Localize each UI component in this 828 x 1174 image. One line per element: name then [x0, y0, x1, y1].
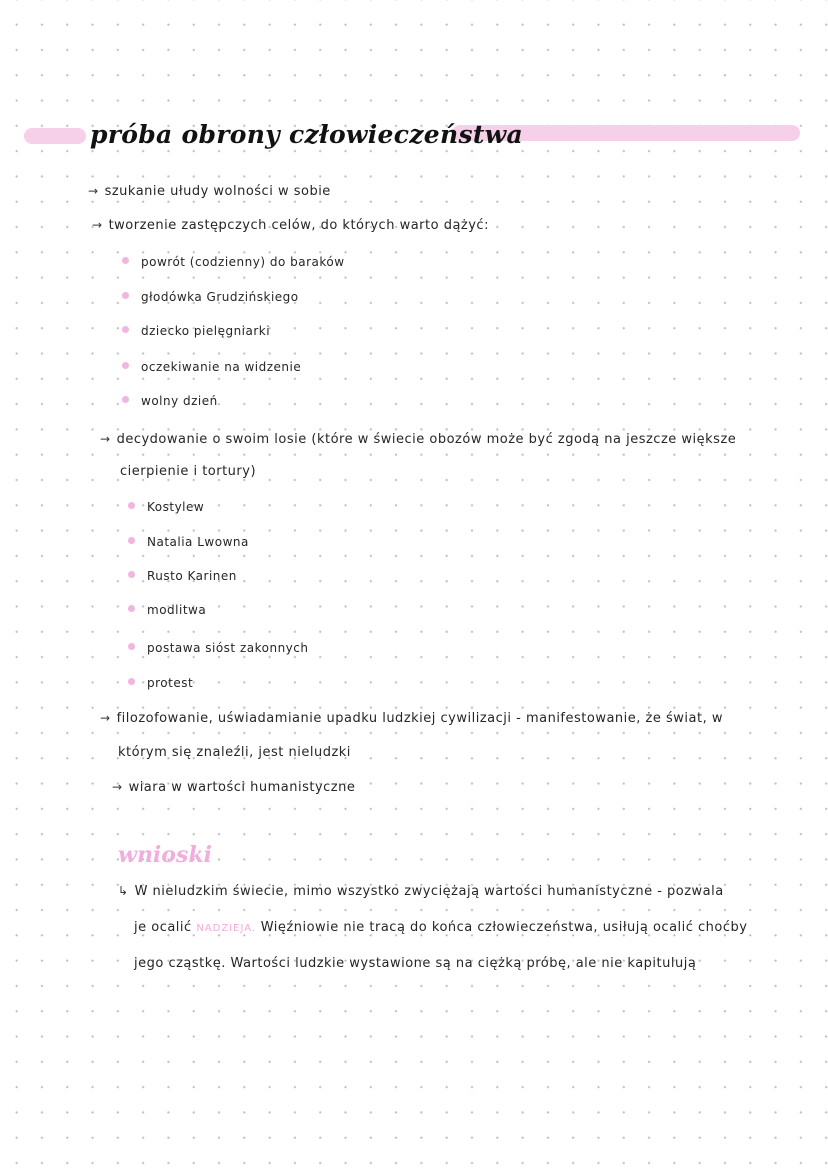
list-item-text: protest	[147, 676, 194, 690]
arrow-icon: →	[100, 432, 111, 446]
conclusion-line-1	[118, 884, 724, 899]
title-highlight-left	[24, 128, 86, 144]
bullet-philosophizing-cont: którym się znaleźli, jest nieludzki	[118, 745, 351, 760]
pink-dot-icon	[128, 502, 135, 509]
pink-dot-icon	[122, 396, 129, 403]
section-heading-conclusions: wnioski	[118, 842, 212, 868]
bullet-faith-values	[112, 780, 355, 795]
pink-dot-icon	[128, 643, 135, 650]
bullet-text: filozofowanie, uświadamianie upadku ludzkiej cywilizacji - manifestowanie, że świat, w	[116, 711, 723, 726]
list-item-text: Natalia Lwowna	[147, 535, 249, 549]
bullet-text: decydowanie o swoim losie (które w świecie obozów może być zgodą na jeszcze większe	[116, 432, 737, 447]
bullet-substitute-goals	[92, 218, 489, 233]
list-item	[122, 360, 301, 374]
pink-dot-icon	[128, 605, 135, 612]
list-item	[128, 569, 237, 583]
bullet-freedom-illusion	[88, 184, 331, 199]
list-item-text: postawa sióst zakonnych	[147, 641, 309, 655]
arrow-icon: →	[88, 184, 99, 198]
list-item	[122, 290, 299, 304]
pink-dot-icon	[122, 326, 129, 333]
list-item	[122, 394, 218, 408]
list-item-text: powrót (codzienny) do baraków	[141, 255, 345, 269]
conclusion-text: Więźniowie nie tracą do końca człowieczeństwa, usiłują ocalić choćby	[260, 920, 748, 935]
arrow-icon: →	[100, 711, 111, 725]
bullet-philosophizing	[100, 711, 723, 726]
list-item-text: głodówka Grudzińskiego	[141, 290, 299, 304]
bullet-text: szukanie ułudy wolności w sobie	[104, 184, 331, 199]
list-item	[122, 255, 345, 269]
pink-dot-icon	[128, 571, 135, 578]
list-item	[128, 603, 206, 617]
list-item-text: wolny dzień	[141, 394, 218, 408]
list-item-text: oczekiwanie na widzenie	[141, 360, 302, 374]
pink-dot-icon	[122, 292, 129, 299]
conclusion-line-3: jego cząstkę. Wartości ludzkie wystawione są na ciężką próbę, ale nie kapitulują	[134, 956, 697, 971]
pink-dot-icon	[122, 257, 129, 264]
bullet-text: tworzenie zastępczych celów, do których warto dążyć:	[108, 218, 489, 233]
list-item	[128, 500, 204, 514]
curved-arrow-icon: ↳	[118, 884, 129, 898]
page-title: próba obrony człowieczeństwa	[90, 120, 523, 149]
list-item-text: dziecko pielęgniarki	[141, 324, 271, 338]
pink-dot-icon	[128, 678, 135, 685]
list-item-text: Kostylew	[147, 500, 205, 514]
pink-dot-icon	[128, 537, 135, 544]
arrow-icon: →	[112, 780, 123, 794]
conclusion-text: W nieludzkim świecie, mimo wszystko zwyciężają wartości humanistyczne - pozwala	[134, 884, 724, 899]
list-item	[128, 641, 308, 655]
list-item	[128, 535, 249, 549]
bullet-text: wiara w wartości humanistyczne	[128, 780, 356, 795]
list-item-text: Rusto Karinen	[147, 569, 237, 583]
list-item-text: modlitwa	[147, 603, 207, 617]
conclusion-line-2	[134, 920, 747, 935]
highlighted-word-hope: NADZIEJA.	[196, 923, 257, 934]
list-item	[128, 676, 193, 690]
bullet-deciding-fate	[100, 432, 736, 447]
list-item	[122, 324, 270, 338]
conclusion-text: je ocalić	[134, 920, 192, 935]
arrow-icon: →	[92, 218, 103, 232]
bullet-deciding-fate-cont: cierpienie i tortury)	[120, 464, 257, 479]
pink-dot-icon	[122, 362, 129, 369]
